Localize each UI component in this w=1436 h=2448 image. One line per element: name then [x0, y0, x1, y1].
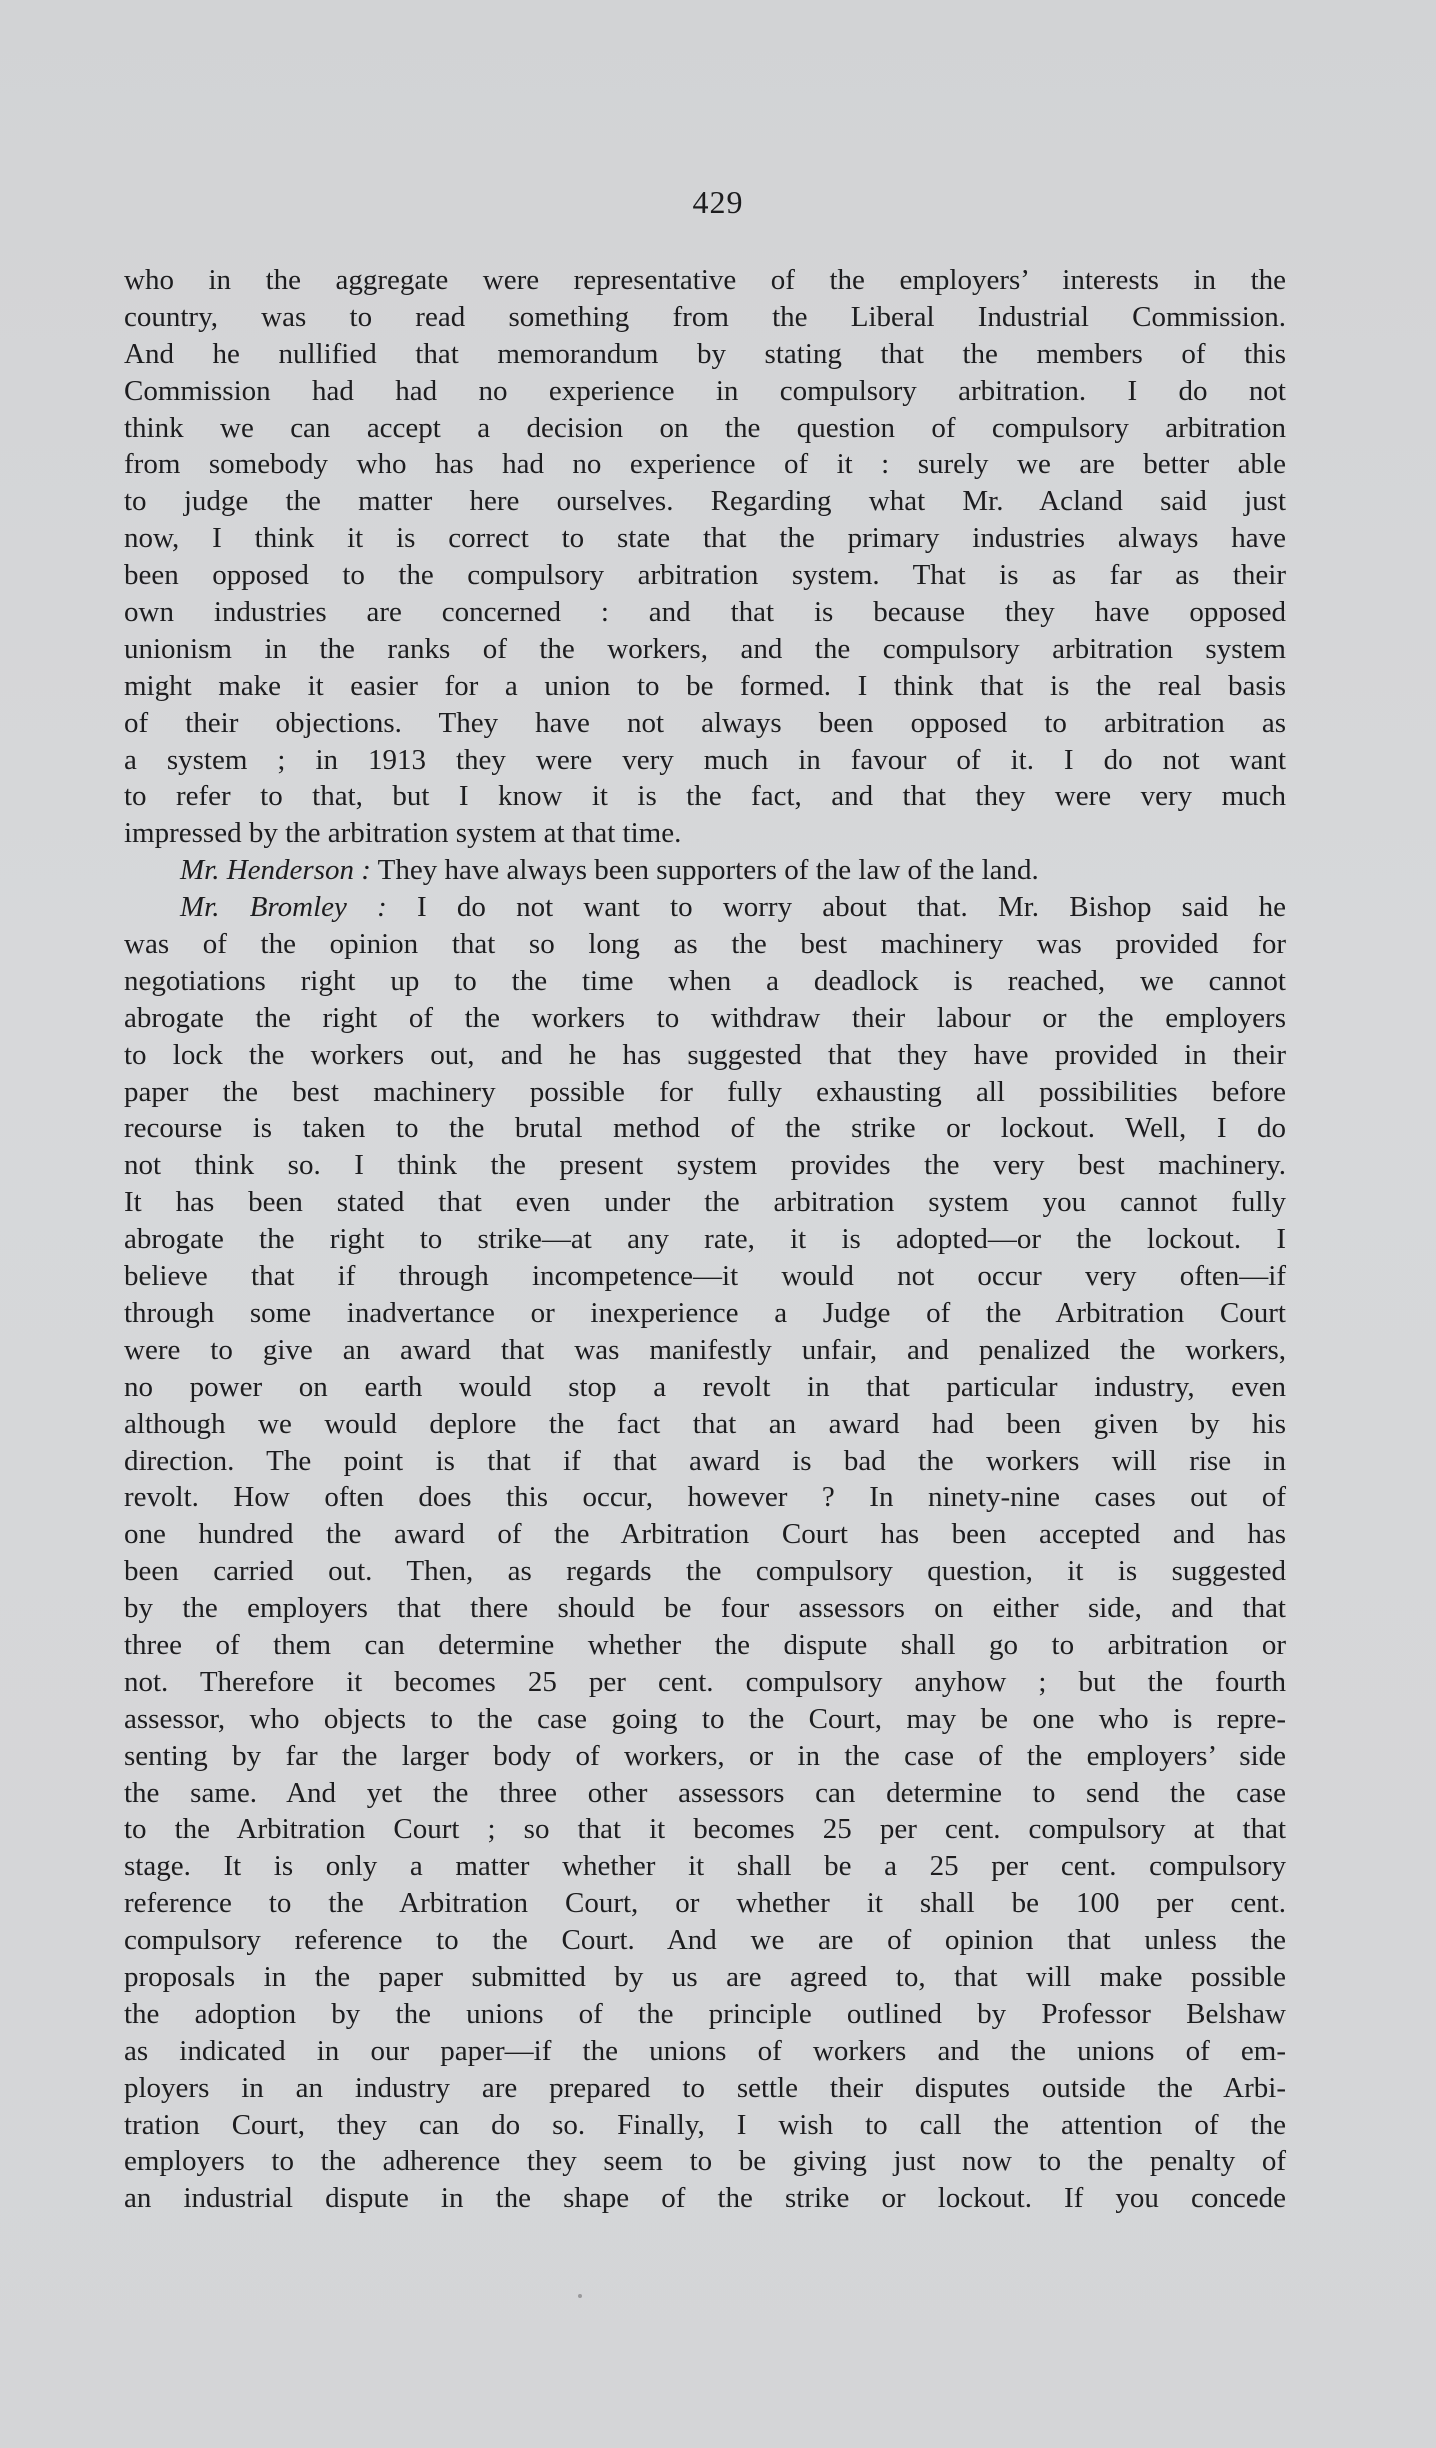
text-line: an industrial dispute in the shape of the strike or lockout. If you concede	[124, 2182, 1286, 2215]
text-line: not. Therefore it becomes 25 per cent. compulsory anyhow ; but the fourth	[124, 1665, 1286, 1698]
speaker-name: Mr. Bromley :	[180, 891, 387, 924]
text-line: who in the aggregate were representative of the employers’ interests in the	[124, 264, 1286, 296]
text-line: through some inadvertance or inexperience a Judge of the Arbitration Court	[124, 1296, 1286, 1329]
text-line: although we would deplore the fact that an award had been given by his	[124, 1407, 1286, 1440]
text-line: were to give an award that was manifestly unfair, and penalized the workers,	[124, 1333, 1286, 1366]
text-line	[124, 852, 1286, 889]
text-line: of their objections. They have not always been opposed to arbitration as	[124, 706, 1286, 739]
text-line: from somebody who has had no experience of it : surely we are better able	[124, 448, 1286, 481]
text-line: It has been stated that even under the arbitration system you cannot fully	[124, 1186, 1286, 1219]
paper-speck	[578, 2294, 582, 2298]
page-number: 429	[692, 184, 744, 220]
body-text	[124, 262, 1286, 2217]
text-line: revolt. How often does this occur, however ? In ninety-nine cases out of	[124, 1481, 1286, 1514]
text-line: think we can accept a decision on the question of compulsory arbitration	[124, 411, 1286, 444]
text-line: been opposed to the compulsory arbitration system. That is as far as their	[124, 559, 1286, 592]
text-line: by the employers that there should be four assessors on either side, and that	[124, 1592, 1286, 1625]
text-line: paper the best machinery possible for fully exhausting all possibilities before	[124, 1075, 1286, 1108]
text-line: abrogate the right of the workers to withdraw their labour or the employers	[124, 1001, 1286, 1034]
text-line: And he nullified that memorandum by stating that the members of this	[124, 337, 1286, 370]
text-line: was of the opinion that so long as the best machinery was provided for	[124, 928, 1286, 961]
text-line: abrogate the right to strike—at any rate, it is adopted—or the lockout. I	[124, 1223, 1286, 1256]
text-line: believe that if through incompetence—it would not occur very often—if	[124, 1260, 1286, 1293]
text-line: Commission had had no experience in compulsory arbitration. I do not	[124, 374, 1286, 407]
text-line: senting by far the larger body of workers, or in the case of the employers’ side	[124, 1739, 1286, 1772]
text-line: negotiations right up to the time when a deadlock is reached, we cannot	[124, 964, 1286, 997]
text-line: country, was to read something from the Liberal Industrial Commission.	[124, 300, 1286, 333]
paragraph	[124, 852, 1286, 889]
text-line: assessor, who objects to the case going to the Court, may be one who is repre-	[124, 1702, 1286, 1735]
text-line: the adoption by the unions of the principle outlined by Professor Belshaw	[124, 1997, 1286, 2030]
text-line: one hundred the award of the Arbitration Court has been accepted and has	[124, 1518, 1286, 1551]
text-line	[124, 889, 1286, 926]
text-line: reference to the Arbitration Court, or whether it shall be 100 per cent.	[124, 1887, 1286, 1920]
paragraph	[124, 889, 1286, 2217]
text-line: as indicated in our paper—if the unions of workers and the unions of em-	[124, 2034, 1286, 2067]
text-line: now, I think it is correct to state that the primary industries always have	[124, 522, 1286, 555]
text-line: employers to the adherence they seem to be giving just now to the penalty of	[124, 2145, 1286, 2178]
text-line: direction. The point is that if that award is bad the workers will rise in	[124, 1444, 1286, 1477]
text-line: to lock the workers out, and he has suggested that they have provided in their	[124, 1038, 1286, 1071]
text-line: a system ; in 1913 they were very much in favour of it. I do not want	[124, 743, 1286, 776]
text-line: to refer to that, but I know it is the fact, and that they were very much	[124, 780, 1286, 813]
text-line: stage. It is only a matter whether it shall be a 25 per cent. compulsory	[124, 1850, 1286, 1883]
text-line: tration Court, they can do so. Finally, I wish to call the attention of the	[124, 2108, 1286, 2141]
text-line: been carried out. Then, as regards the compulsory question, it is suggested	[124, 1555, 1286, 1588]
text-line: to the Arbitration Court ; so that it becomes 25 per cent. compulsory at that	[124, 1813, 1286, 1846]
text-line: the same. And yet the three other assessors can determine to send the case	[124, 1776, 1286, 1809]
text-line: proposals in the paper submitted by us are agreed to, that will make possible	[124, 1960, 1286, 1993]
text-line: no power on earth would stop a revolt in that particular industry, even	[124, 1370, 1286, 1403]
text-line: recourse is taken to the brutal method of the strike or lockout. Well, I do	[124, 1112, 1286, 1145]
speech-text: They have always been supporters of the law of the land.	[377, 854, 1039, 887]
text-line: to judge the matter here ourselves. Regarding what Mr. Acland said just	[124, 485, 1286, 518]
text-line: compulsory reference to the Court. And we are of opinion that unless the	[124, 1924, 1286, 1957]
text-line: unionism in the ranks of the workers, and the compulsory arbitration system	[124, 632, 1286, 665]
paragraph	[124, 262, 1286, 852]
text-line: impressed by the arbitration system at that time.	[124, 817, 682, 850]
text-line: not think so. I think the present system provides the very best machinery.	[124, 1149, 1286, 1182]
text-line: three of them can determine whether the dispute shall go to arbitration or	[124, 1628, 1286, 1661]
speech-text: I do not want to worry about that. Mr. Bishop said he	[417, 891, 1286, 924]
text-line: might make it easier for a union to be formed. I think that is the real basis	[124, 669, 1286, 702]
text-line: own industries are concerned : and that is because they have opposed	[124, 596, 1286, 629]
text-line: ployers in an industry are prepared to settle their disputes outside the Arbi-	[124, 2071, 1286, 2104]
speaker-name: Mr. Henderson :	[180, 854, 371, 887]
